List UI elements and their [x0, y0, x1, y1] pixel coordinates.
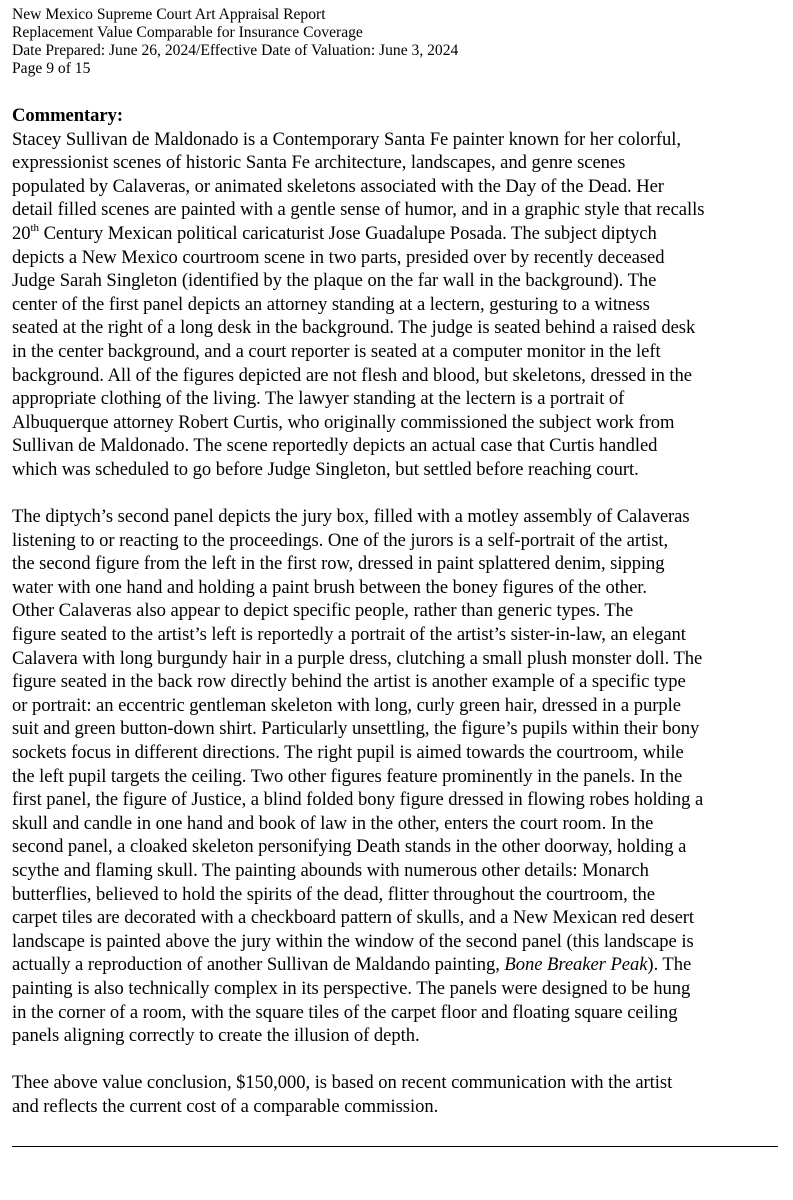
text-line: Other Calaveras also appear to depict specific people, rather than generic types. The [12, 600, 634, 622]
text-line: or portrait: an eccentric gentleman skeleton with long, curly green hair, dressed in a purple [12, 694, 681, 716]
text-line: panels aligning correctly to create the illusion of depth. [12, 1025, 420, 1047]
text-line: carpet tiles are decorated with a checkboard pattern of skulls, and a New Mexican red desert [12, 907, 695, 929]
text-line: in the center background, and a court reporter is seated at a computer monitor in the left [12, 340, 661, 362]
text-line: figure seated to the artist’s left is reportedly a portrait of the artist’s sister-in-law, an elegant [12, 624, 686, 646]
text-line: populated by Calaveras, or animated skeletons associated with the Day of the Dead. Her [12, 175, 664, 197]
text-segment: Century Mexican political caricaturist Jose Guadalupe Posada. The subject diptych [38, 222, 657, 244]
text-line: seated at the right of a long desk in the background. The judge is seated behind a raised desk [12, 317, 696, 339]
text-line: detail filled scenes are painted with a gentle sense of humor, and in a graphic style that recalls [12, 199, 705, 221]
text-line: depicts a New Mexico courtroom scene in two parts, presided over by recently deceased [12, 246, 665, 268]
text-line: sockets focus in different directions. The right pupil is aimed towards the courtroom, while [12, 742, 684, 764]
commentary-section [12, 104, 782, 1119]
text-line: painting is also technically complex in its perspective. The panels were designed to be hung [12, 977, 691, 999]
text-segment: ). The [647, 954, 692, 976]
text-line: center of the first panel depicts an attorney standing at a lectern, gesturing to a witness [12, 293, 650, 315]
text-line: which was scheduled to go before Judge Singleton, but settled before reaching court. [12, 458, 639, 480]
paragraph-1 [12, 128, 782, 482]
century-number: 20 [12, 222, 31, 244]
text-line: the left pupil targets the ceiling. Two other figures feature prominently in the panels. In the [12, 765, 683, 787]
painting-title: Bone Breaker Peak [504, 954, 648, 976]
report-header [12, 6, 772, 78]
ordinal-suffix: th [30, 221, 39, 234]
text-line: Thee above value conclusion, $150,000, is based on recent communication with the artist [12, 1072, 673, 1094]
text-line: Judge Sarah Singleton (identified by the plaque on the far wall in the background). The [12, 270, 657, 292]
report-title: New Mexico Supreme Court Art Appraisal Report [12, 6, 326, 23]
text-line: butterflies, believed to hold the spirits of the dead, flitter throughout the courtroom, the [12, 883, 655, 905]
report-dates: Date Prepared: June 26, 2024/Effective Date of Valuation: June 3, 2024 [12, 42, 459, 59]
text-line: expressionist scenes of historic Santa Fe architecture, landscapes, and genre scenes [12, 152, 626, 174]
text-line: and reflects the current cost of a comparable commission. [12, 1095, 439, 1117]
text-line: second panel, a cloaked skeleton personifying Death stands in the other doorway, holding a [12, 836, 687, 858]
text-line: water with one hand and holding a paint brush between the boney figures of the other. [12, 576, 647, 598]
text-line: appropriate clothing of the living. The lawyer standing at the lectern is a portrait of [12, 388, 625, 410]
text-line: scythe and flaming skull. The painting abounds with numerous other details: Monarch [12, 860, 649, 881]
page-number: Page 9 of 15 [12, 60, 91, 77]
text-line: in the corner of a room, with the square tiles of the carpet floor and floating square ceiling [12, 1001, 678, 1023]
paragraph-3 [12, 1071, 782, 1118]
commentary-heading: Commentary: [12, 105, 123, 126]
text-line: skull and candle in one hand and book of law in the other, enters the court room. In the [12, 812, 654, 834]
text-line: Stacey Sullivan de Maldonado is a Contemporary Santa Fe painter known for her colorful, [12, 128, 681, 150]
text-segment: actually a reproduction of another Sullivan de Maldando painting, [12, 954, 505, 976]
text-line: figure seated in the back row directly behind the artist is another example of a specific type [12, 671, 686, 693]
text-line: listening to or reacting to the proceedings. One of the jurors is a self-portrait of the artist, [12, 529, 669, 551]
text-line: Calavera with long burgundy hair in a purple dress, clutching a small plush monster doll. The [12, 647, 703, 669]
paragraph-2 [12, 505, 782, 1048]
text-line [12, 222, 782, 246]
text-line: The diptych’s second panel depicts the jury box, filled with a motley assembly of Calaveras [12, 506, 690, 528]
text-line: Albuquerque attorney Robert Curtis, who originally commissioned the subject work from [12, 411, 675, 433]
text-line: background. All of the figures depicted are not flesh and blood, but skeletons, dressed in the [12, 364, 693, 386]
text-line: suit and green button-down shirt. Particularly unsettling, the figure’s pupils within their bony [12, 718, 700, 740]
text-line: Sullivan de Maldonado. The scene reportedly depicts an actual case that Curtis handled [12, 435, 658, 457]
text-line: landscape is painted above the jury within the window of the second panel (this landscape is [12, 930, 694, 952]
text-line [12, 953, 782, 977]
text-line: first panel, the figure of Justice, a blind folded bony figure dressed in flowing robes holding a [12, 789, 704, 811]
report-subtitle: Replacement Value Comparable for Insurance Coverage [12, 24, 363, 41]
text-line: the second figure from the left in the first row, dressed in paint splattered denim, sipping [12, 553, 665, 575]
footer-divider [12, 1146, 778, 1147]
